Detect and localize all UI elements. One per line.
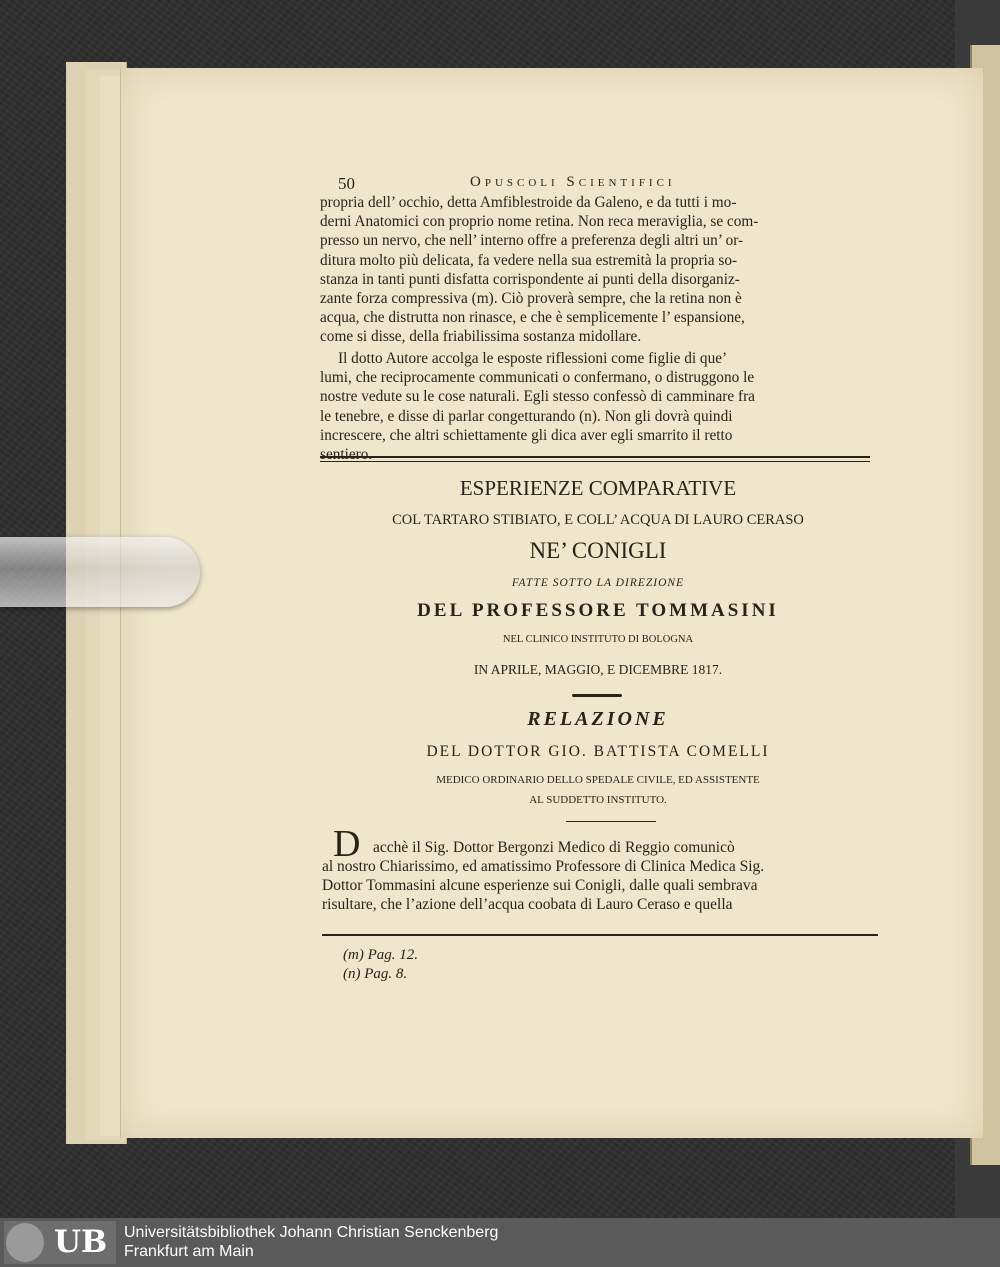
text-line: lumi, che reciprocamente communicati o confermano, o distruggono le bbox=[320, 369, 755, 387]
direction-line: FATTE SOTTO LA DIREZIONE bbox=[511, 577, 685, 589]
page-clip bbox=[0, 537, 200, 607]
text-line: stanza in tanti punti disfatta corrispondente ai punti della disorganiz- bbox=[320, 270, 740, 288]
author-line: DEL DOTTOR GIO. BATTISTA COMELLI bbox=[426, 743, 770, 760]
footnote-rule bbox=[322, 934, 878, 936]
institute-line: NEL CLINICO INSTITUTO DI BOLOGNA bbox=[502, 634, 694, 645]
institution-city: Frankfurt am Main bbox=[124, 1243, 254, 1260]
article-title: ESPERIENZE COMPARATIVE bbox=[459, 476, 737, 500]
text-line: ditura molto più delicata, fa vedere nella sua estremità la propria so- bbox=[320, 251, 738, 269]
body-paragraph-2 bbox=[320, 349, 876, 464]
section-divider bbox=[320, 456, 870, 462]
text-line: acqua, che distrutta non rinasce, e che è semplicemente l’ espansione, bbox=[320, 309, 745, 327]
article-subtitle: COL TARTARO STIBIATO, E COLL’ ACQUA DI LAURO CERASO bbox=[392, 512, 804, 528]
text-line: al nostro Chiarissimo, ed amatissimo Professore di Clinica Medica Sig. bbox=[322, 858, 765, 875]
footnote-m: (m) Pag. 12. bbox=[343, 947, 418, 963]
date-line: IN APRILE, MAGGIO, E DICEMBRE 1817. bbox=[473, 662, 723, 677]
opening-first-line: acchè il Sig. Dottor Bergonzi Medico di Reggio comunicò bbox=[373, 839, 735, 856]
text-line: sentiero. bbox=[320, 446, 373, 464]
text-line: le tenebre, e disse di parlar congetturando (n). Non gli dovrà quindi bbox=[320, 407, 733, 425]
text-line: derni Anatomici con proprio nome retina. Non reca meraviglia, se com- bbox=[320, 213, 759, 231]
short-rule bbox=[566, 821, 656, 822]
ub-logo-text: UB bbox=[54, 1224, 108, 1260]
relazione-heading: RELAZIONE bbox=[527, 708, 669, 730]
body-paragraph-1 bbox=[320, 193, 876, 347]
article-subject: NE’ CONIGLI bbox=[529, 538, 667, 563]
text-line: come si disse, della friabilissima sostanza midollare. bbox=[320, 328, 642, 346]
text-line: Il dotto Autore accolga le esposte riflessioni come figlie di que’ bbox=[338, 350, 728, 367]
text-line: Dottor Tommasini alcune esperienze sui Conigli, dalle quali sembrava bbox=[322, 877, 758, 895]
footnote-n: (n) Pag. 8. bbox=[343, 966, 408, 982]
text-line: increscere, che altri schiettamente gli dica aver egli smarrito il retto bbox=[320, 426, 733, 444]
text-line: nostre vedute su le cose naturali. Egli stesso confessò di camminare fra bbox=[320, 388, 755, 406]
text-line: propria dell’ occhio, detta Amfiblestroide da Galeno, e da tutti i mo- bbox=[320, 194, 737, 211]
institution-name: Universitätsbibliothek Johann Christian Senckenberg bbox=[124, 1224, 499, 1241]
drop-cap: D bbox=[333, 823, 361, 865]
running-head: Opuscoli Scientifici bbox=[470, 174, 676, 190]
author-role-line-1: MEDICO ORDINARIO DELLO SPEDALE CIVILE, ED ASSISTENTE bbox=[436, 774, 760, 786]
page-number: 50 bbox=[338, 174, 355, 193]
senckenberg-portrait-icon bbox=[6, 1223, 44, 1262]
footnotes bbox=[343, 946, 418, 984]
opening-paragraph bbox=[322, 857, 878, 915]
professor-line: DEL PROFESSORE TOMMASINI bbox=[417, 600, 779, 621]
text-line: risultare, che l’azione dell’acqua coobata di Lauro Ceraso e quella bbox=[322, 896, 733, 914]
text-line: presso un nervo, che nell’ interno offre a preferenza degli altri un’ or- bbox=[320, 232, 744, 250]
author-role-line-2: AL SUDDETTO INSTITUTO. bbox=[529, 794, 667, 806]
text-line: zante forza compressiva (m). Ciò proverà sempre, che la retina non è bbox=[320, 290, 742, 308]
ornament bbox=[572, 694, 622, 697]
